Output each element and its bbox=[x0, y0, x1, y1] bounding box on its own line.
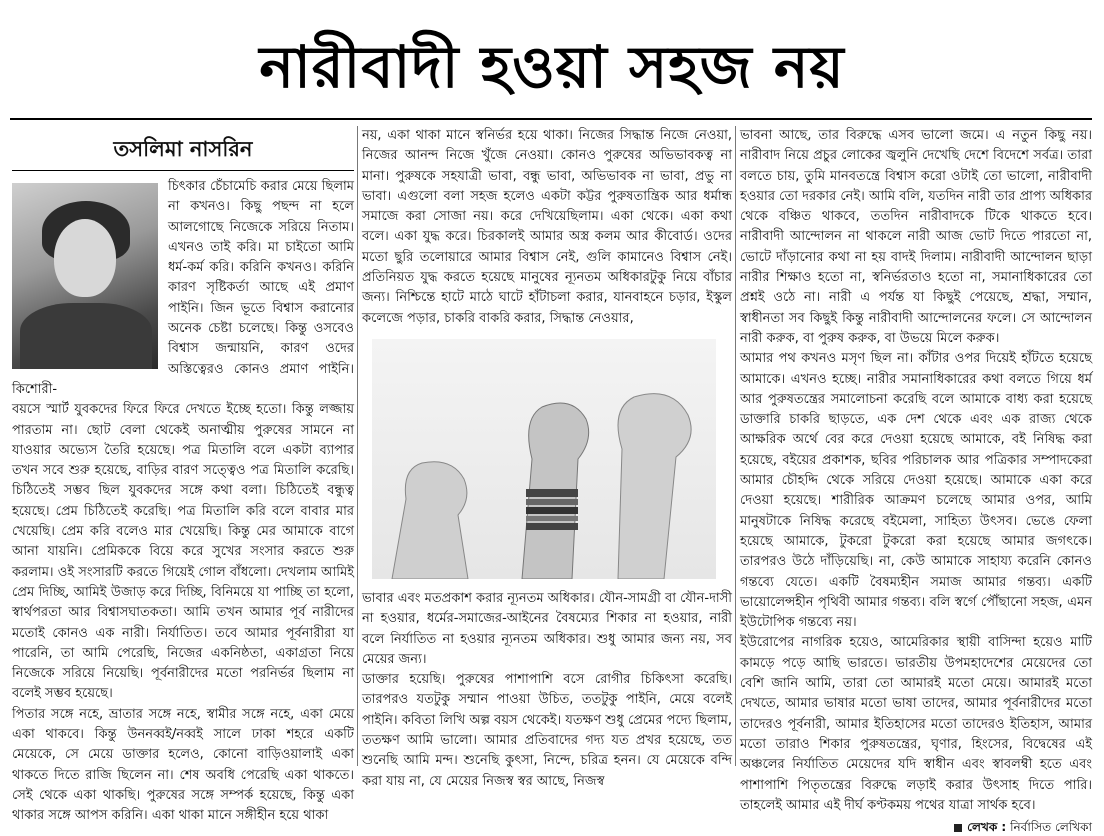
author-byline: তসলিমা নাসরিন bbox=[113, 137, 253, 161]
author-credit bbox=[740, 818, 1092, 836]
column-2 bbox=[362, 126, 732, 792]
article-paragraph: আমার পথ কখনও মসৃণ ছিল না। কাঁটার ওপর দিয়েই হাঁটতে হয়েছে আমাকে। এখনও হচ্ছে। নারীর সমানাধিকারের কথা বলতে গিয়ে ধর্ম আর পুরুষতন্ত্রের সমালোচনা করেছি বলে আমাকে বাধ্য করা হয়েছে ডাক্তারি চাকরি ছাড়তে, এক দেশ থেকে এবং এক রাজ্য থেকে আক্ষরিক অর্থে বের করে দেওয়া হয়েছে আমাকে, বই নিষিদ্ধ করা হয়েছে, বইয়ের প্রকাশক, ছবির পরিচালক আর পত্রিকার সম্পাদকেরা আমার চৌহদ্দি থেকে সরিয়ে দেওয়া হয়েছে। আমাকে একা করে দেওয়া হয়েছে। শারীরিক আক্রমণ চলেছে আমার ওপর, আমি মানুষটাকে নিষিদ্ধ করেছে বইমেলা, সাহিত্য উৎসব। ভেঙে ফেলা হয়েছে আমাকে, টুকরো টুকরো করা হয়েছে আমার জগৎকে। তারপরও উঠে দাঁড়িয়েছি। না, কেউ আমাকে সাহায্য করেনি কোনও গন্তব্যে যেতে। একটি বৈষম্যহীন সমাজ আমার গন্তব্য। একটি ভায়োলেন্সহীন পৃথিবী আমার গন্তব্য। বলি স্বর্গে পৌঁছানো সহজ, এমন ইউটোপিক গন্তব্যে নয়। bbox=[740, 351, 1092, 631]
column-divider bbox=[357, 126, 358, 766]
headline-rule bbox=[10, 118, 1092, 120]
byline-rule bbox=[12, 170, 354, 171]
credit-label: লেখক : bbox=[967, 820, 1007, 835]
raised-fists-icon bbox=[372, 339, 716, 579]
article-paragraph: ভাবার এবং মতপ্রকাশ করার ন্যূনতম অধিকার। যৌন-সামগ্রী বা যৌন-দাসী না হওয়ার, ধর্মের-সমাজের-আইনের বৈষম্যের শিকার না হওয়ার, নারী বলে নির্যাতিত না হওয়ার ন্যূনতম অধিকার। শুধু আমার জন্য নয়, সব মেয়ের জন্য। bbox=[362, 590, 732, 667]
article-paragraph: বয়সে স্মার্ট যুবকদের ফিরে ফিরে দেখতে ইচ্ছে হতো। কিন্তু লজ্জায় পারতাম না। ছোট বেলা থেকেই অনাত্মীয় পুরুষের সামনে না যাওয়ার অভ্যেস তৈরি হয়েছে। পত্র মিতালি বলে একটা ব্যাপার তখন সবে শুরু হয়েছে, বাড়ির বারণ সত্ত্বেও পত্র মিতালি করেছি। চিঠিতেই সম্ভব ছিল যুবকদের সঙ্গে কথা বলা। চিঠিতেই বন্ধুত্ব হয়েছে। প্রেম চিঠিতেই করেছি। পত্র মিতালি করি বলে বাবার মার খেয়েছি। প্রেম করি বলেও মার খেয়েছি। কিন্তু মের আমাকে বাগে আনা যায়নি। প্রেমিককে বিয়ে করে সুখের সংসার করতে শুরু করলাম। ওই সংসারটি করতে গিয়েই গোল বাঁধলো। দেখলাম আমিই প্রেম দিচ্ছি, আমিই উজাড় করে দিচ্ছি, বিনিময়ে যা পাচ্ছি তা হলো, স্বার্থপরতা আর বিশ্বাসঘাতকতা। আমি তখন আমার পূর্ব নারীদের মতোই কোনও এক নারী। নির্যাতিত। তবে আমার পূর্বনারীরা যা পারেনি, তা আমি পেরেছি, নিজের একনিষ্ঠতা, একাগ্রতা নিয়ে নিজেকে সরিয়ে নিয়েছি। পূর্বনারীদের মতো পরনির্ভর ছিলাম না বলেই সম্ভব হয়েছে। bbox=[12, 402, 354, 702]
headline: নারীবাদী হওয়া সহজ নয় bbox=[259, 33, 845, 101]
square-bullet-icon bbox=[954, 824, 962, 832]
article-paragraph: ভাবনা আছে, তার বিরুদ্ধে এসব ভালো জমে। এ নতুন কিছু নয়। নারীবাদ নিয়ে প্রচুর লোকের জ্বলুনি দেখেছি দেশে বিদেশে সর্বত্র। তারা বলতে চায়, তুমি মানবতন্ত্রে বিশ্বাস করো ওটাই তো ভালো, নারীবাদী হওয়ার তো দরকার নেই। আমি বলি, যতদিন নারী তার প্রাপ্য অধিকার থেকে বঞ্চিত থাকবে, ততদিন নারীবাদকে টিকে থাকতে হবে। নারীবাদী আন্দোলন না থাকলে নারী আজ ভোট দিতে পারতো না, ভোটে দাঁড়ানোর কথা না হয় বাদই দিলাম। নারীবাদী আন্দোলন ছাড়া নারীর শিক্ষাও হতো না, স্বনির্ভরতাও হতো না, সমানাধিকারের তো প্রশ্নই ওঠে না। নারী এ পর্যন্ত যা কিছুই পেয়েছে, শ্রদ্ধা, সম্মান, স্বাধীনতা সব কিছুই কিন্তু নারীবাদী আন্দোলনের ফলে। সে আন্দোলন নারী করুক, বা পুরুষ করুক, বা উভয়ে মিলে করুক। bbox=[740, 128, 1092, 346]
credit-value: নির্বাসিত লেখিকা bbox=[1010, 820, 1092, 835]
article-paragraph: নয়, একা থাকা মানে স্বনির্ভর হয়ে থাকা। নিজের সিদ্ধান্ত নিজে নেওয়া, নিজের আনন্দ নিজে খুঁজে নেওয়া। কোনও পুরুষের অভিভাবকত্ব না মানা। পুরুষকে সহযাত্রী ভাবা, বন্ধু ভাবা, অভিভাবক না ভাবা, প্রভু না ভাবা। এগুলো বলা সহজ হলেও একটা কট্টর পুরুষতান্ত্রিক আর ধর্মান্ধ সমাজে করা সোজা নয়। করে দেখিয়েছিলাম। একা থেকে। একা কথা বলে। একা যুদ্ধ করে। চিরকালই আমার অস্ত্র কলম আর কীবোর্ড। ওদের মতো ছুরি তলোয়ারে আমার বিশ্বাস নেই, গুলি কামানেও বিশ্বাস নেই। প্রতিনিয়ত যুদ্ধ করতে হয়েছে মানুষের ন্যূনতম অধিকারটুকু নিয়ে বাঁচার জন্য। নিশ্চিন্তে হাটে মাঠে ঘাটে হাঁটাচলা করার, যানবাহনে চড়ার, ইস্কুল কলেজে পড়ার, চাকরি বাকরি করার, সিদ্ধান্ত নেওয়ার, bbox=[362, 128, 732, 326]
author-portrait-icon bbox=[12, 183, 158, 369]
article-paragraph: ডাক্তার হয়েছি। পুরুষের পাশাপাশি বসে রোগীর চিকিৎসা করেছি। তারপরও যতটুকু সম্মান পাওয়া উচিত, ততটুকু পাইনি, মেয়ে বলেই পাইনি। কবিতা লিখি অল্প বয়স থেকেই। যতক্ষণ শুধু প্রেমের পদ্যে ছিলাম, ততক্ষণ আমি ভালো। আমার প্রতিবাদের গদ্য যত প্রখর হয়েছে, তত শুনেছি আমি মন্দ। শুনেছি কুৎসা, নিন্দে, চরিত্র হনন। যে মেয়েকে বন্দি করা যায় না, যে মেয়ের নিজস্ব স্বর আছে, নিজস্ব bbox=[362, 672, 732, 789]
article-paragraph: ইউরোপের নাগরিক হয়েও, আমেরিকার স্থায়ী বাসিন্দা হয়েও মাটি কামড়ে পড়ে আছি ভারতে। ভারতীয় উপমহাদেশের মেয়েদের তো বেশি জানি আমি, তারা তো আমারই মতো মেয়ে। আমারই মতো দেখতে, আমার ভাষার মতো ভাষা তাদের, আমার পূর্বনারীদের মতো তাদেরও পূর্বনারী, আমার ইতিহাসের মতো তাদেরও ইতিহাস, আমার মতো তারাও শিকার পুরুষতন্ত্রের, ঘৃণার, হিংসের, বিদ্বেষের এই অঞ্চলের নির্যাতিত মেয়েদের যদি স্বাধীন এবং স্বাবলম্বী হতে এবং পাশাপাশি পিতৃতন্ত্রের বিরুদ্ধে লড়াই করার উৎসাহ দিতে পারি। তাহলেই আমার এই দীর্ঘ কণ্টকময় পথের যাত্রা সার্থক হবে। bbox=[740, 635, 1092, 813]
article-paragraph: চিৎকার চেঁচামেচি করার মেয়ে ছিলাম না কখনও। কিছু পছন্দ না হলে আলগোছে নিজেকে সরিয়ে নিতাম। এখনও তাই করি। মা চাইতো আমি ধর্ম-কর্ম করি। করিনি কখনও। করিনি কারণ সৃষ্টিকর্তা আছে এই প্রমাণ পাইনি। জিন ভূতে বিশ্বাস করানোর অনেক চেষ্টা চলেছে। কিন্তু ওসবেও বিশ্বাস জন্মায়নি, কারণ ওদের অস্তিত্বেরও কোনও প্রমাণ পাইনি। কিশোরী- bbox=[12, 179, 354, 397]
column-divider bbox=[735, 126, 736, 766]
column-1 bbox=[12, 126, 354, 827]
article-paragraph: পিতার সঙ্গে নহে, ভ্রাতার সঙ্গে নহে, স্বামীর সঙ্গে নহে, একা মেয়ে একা থাকবে। কিন্তু উননব্বই/নব্বই সালে ঢাকা শহরে একটি মেয়েকে, সে মেয়ে ডাক্তার হলেও, কোনো বাড়িওয়ালাই একা থাকতে দিতে রাজি ছিলেন না। শেষ অবধি পেরেছি একা থাকতে। সেই থেকে একা থাকছি। পুরুষের সঙ্গে সম্পর্ক হয়েছে, কিন্তু একা থাকার সঙ্গে আপস করিনি। একা থাকা মানে সঙ্গীহীন হয়ে থাকা bbox=[12, 706, 354, 824]
column-3 bbox=[740, 126, 1092, 836]
